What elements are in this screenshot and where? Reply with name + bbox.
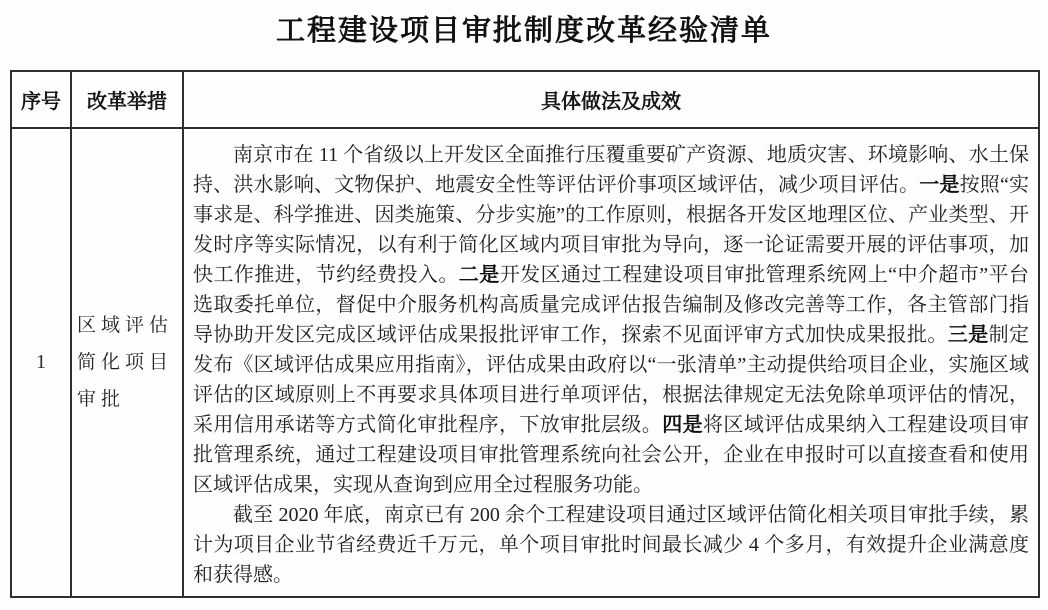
detail-paragraph: 截至 2020 年底，南京已有 200 余个工程建设项目通过区域评估简化相关项目审批手续，累计为项目企业节省经费近千万元，单个项目审批时间最长减少 4 个多月，有效提升企业满意度和获得感。 [193,504,1029,586]
header-detail: 具体做法及成效 [183,71,1039,128]
row-detail-content [183,128,1039,597]
header-serial-number: 序号 [11,71,71,128]
reform-experience-table [10,70,1040,598]
page-title: 工程建设项目审批制度改革经验清单 [275,15,772,47]
reform-measure-text: 区域评估简化项目审批 [77,315,174,410]
table-row [11,128,1039,597]
table-header-row [11,71,1039,128]
row-serial-number: 1 [11,128,71,597]
detail-paragraph: 南京市在 11 个省级以上开发区全面推行压覆重要矿产资源、地质灾害、环境影响、水土保持、洪水影响、文物保护、地震安全性等评估评价事项区域评估，减少项目评估。一是按照“实事求是、科学推进、因类施策、分步实施”的工作原则，根据各开发区地理区位、产业类型、开发时序等实际情况，以有利于简化区域内项目审批为导向，逐一论证需要开展的评估事项，加快工作推进，节约经费投入。二是开发区通过工程建设项目审批管理系统网上“中介超市”平台选取委托单位，督促中介服务机构高质量完成评估报告编制及修改完善等工作，各主管部门指导协助开发区完成区域评估成果报批评审工作，探索不见面评审方式加快成果报批。三是制定发布《区域评估成果应用指南》，评估成果由政府以“一张清单”主动提供给项目企业，实施区域评估的区域原则上不再要求具体项目进行单项评估，根据法律规定无法免除单项评估的情况，采用信用承诺等方式简化审批程序，下放审批层级。四是将区域评估成果纳入工程建设项目审批管理系统，通过工程建设项目审批管理系统向社会公开，企业在申报时可以直接查看和使用区域评估成果，实现从查询到应用全过程服务功能。 [193,144,1030,496]
row-reform-measure [71,128,183,597]
header-reform-measure: 改革举措 [71,71,183,128]
